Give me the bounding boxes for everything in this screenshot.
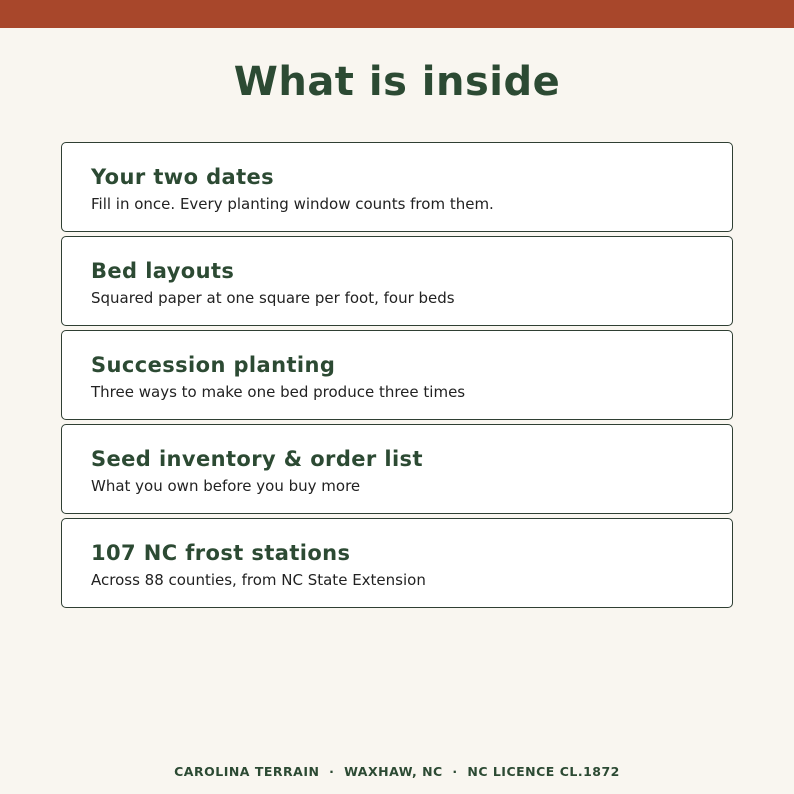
footer-credits: CAROLINA TERRAIN · WAXHAW, NC · NC LICENCE CL.1872 — [174, 764, 620, 779]
list-item-frost-stations — [61, 518, 733, 608]
card-description: Squared paper at one square per foot, four beds — [91, 289, 455, 307]
card-title: 107 NC frost stations — [91, 541, 351, 565]
list-item-seed-inventory — [61, 424, 733, 514]
card-title: Your two dates — [91, 165, 275, 189]
card-title: Succession planting — [91, 353, 336, 377]
card-description: What you own before you buy more — [91, 477, 361, 495]
card-description: Fill in once. Every planting window counts from them. — [91, 195, 494, 213]
top-accent-bar — [0, 0, 794, 28]
card-title: Bed layouts — [91, 259, 235, 283]
list-item-succession-planting — [61, 330, 733, 420]
contents-list — [61, 142, 733, 612]
card-description: Three ways to make one bed produce three times — [91, 383, 466, 401]
card-description: Across 88 counties, from NC State Extension — [91, 571, 426, 589]
list-item-dates — [61, 142, 733, 232]
list-item-bed-layouts — [61, 236, 733, 326]
page-title: What is inside — [233, 59, 561, 105]
card-title: Seed inventory & order list — [91, 447, 423, 471]
